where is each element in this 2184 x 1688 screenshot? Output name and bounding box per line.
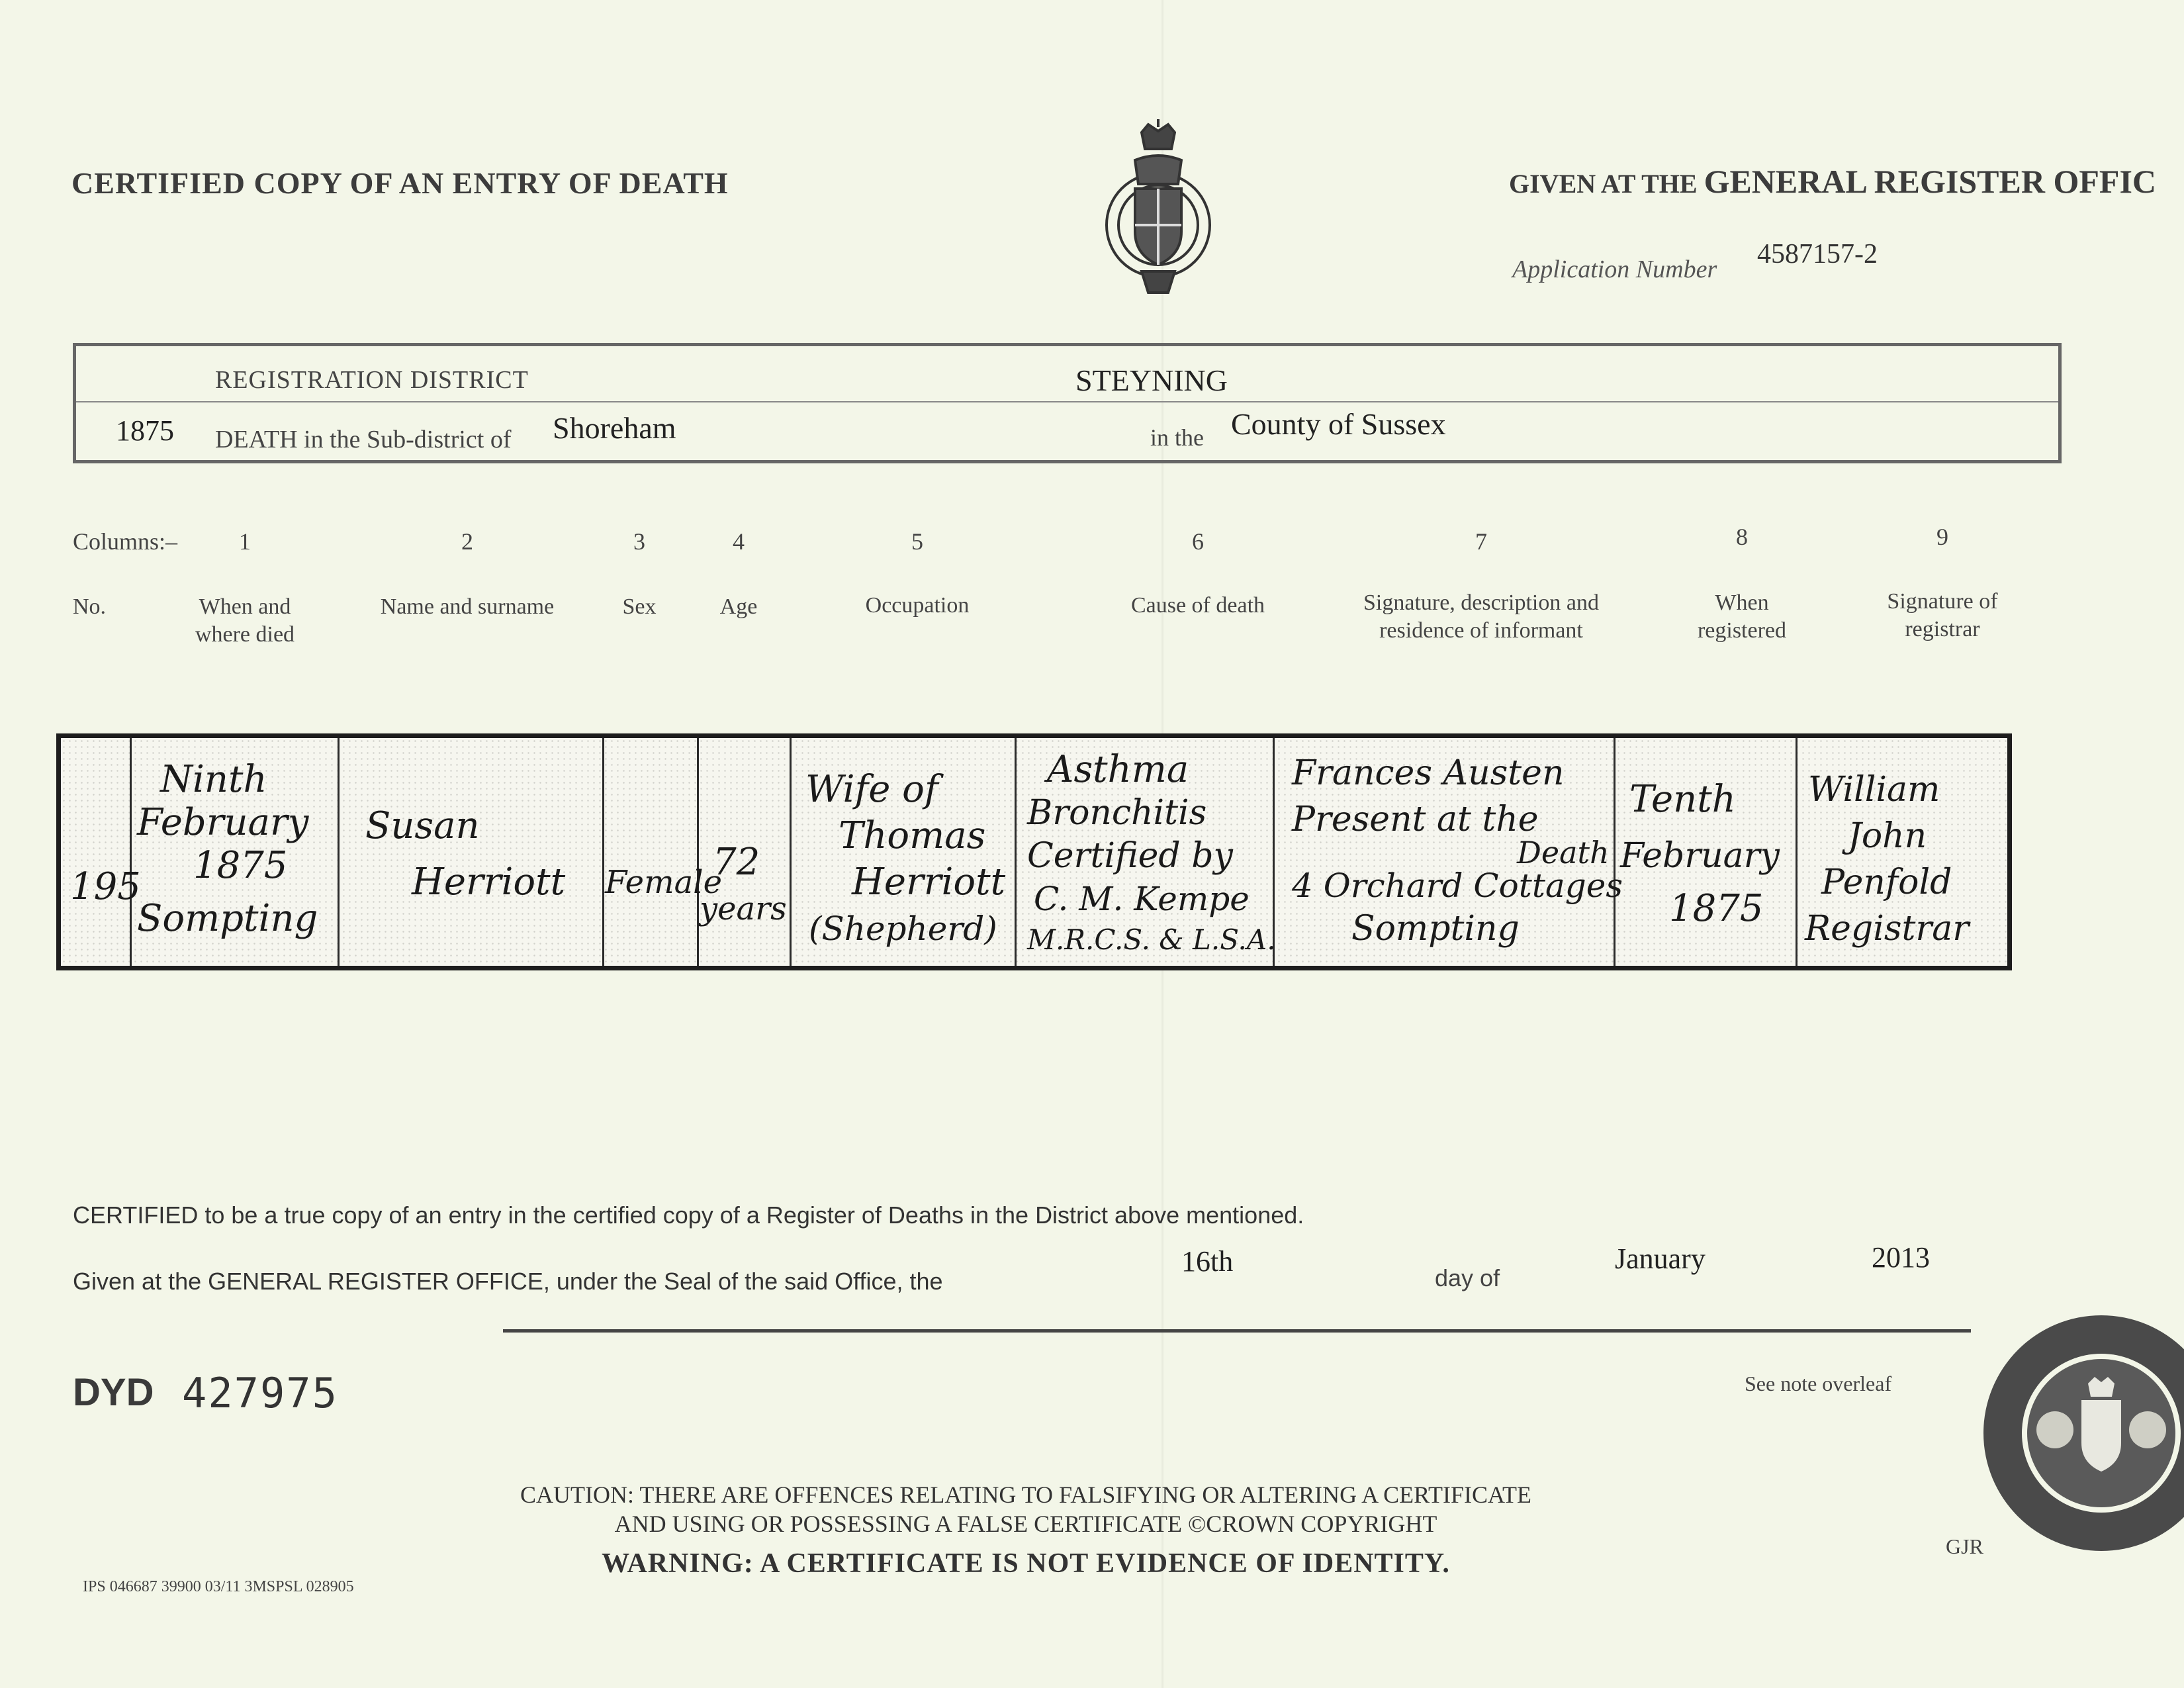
print-code: IPS 046687 39900 03/11 3MSPSL 028905 [83,1578,354,1595]
header-line: Signature, description and [1363,590,1599,615]
death-subdistrict-label: DEATH in the Sub-district of [215,426,512,453]
column-header-sex: Sex [622,594,657,619]
application-number: 4587157-2 [1757,239,1878,269]
column-header-registrar [1863,588,2022,643]
header-line: residence of informant [1379,618,1583,643]
signature-rule [503,1329,1971,1333]
entry-informant-line: Death [1517,835,1610,870]
header-line: registrar [1905,617,1980,641]
entry-when-line: Ninth [160,758,267,801]
day-of-label: day of [1435,1264,1500,1291]
entry-age-line: years [700,890,787,927]
entry-cause-line: M.R.C.S. & L.S.A. [1027,923,1276,956]
entry-cause-line: C. M. Kempe [1034,880,1250,918]
entry-name-line: Susan [365,804,480,847]
column-number: 6 [1192,528,1204,555]
entry-registered-line: Tenth [1629,778,1736,821]
given-at-heading [1509,162,2156,201]
entry-occupation-line: (Shepherd) [809,910,997,948]
entry-when-line: Sompting [137,897,318,940]
entry-when-line: 1875 [193,844,288,887]
entry-column-divider [130,738,132,966]
entry-informant-line: Frances Austen [1292,753,1565,793]
entry-cause-line: Bronchitis [1027,793,1207,833]
given-prefix: GIVEN AT THE [1509,169,1698,199]
certificate-title: CERTIFIED COPY OF AN ENTRY OF DEATH [71,166,729,200]
application-number-label: Application Number [1512,256,1717,283]
register-entry-scan [56,733,2012,970]
entry-informant-line: Sompting [1351,909,1520,949]
column-header-occupation: Occupation [865,593,970,618]
columns-label: Columns:– [73,528,178,555]
column-header-cause: Cause of death [1130,593,1265,618]
subdistrict-name: Shoreham [553,411,676,445]
entry-column-divider [1796,738,1797,966]
entry-informant-line: 4 Orchard Cottages [1292,867,1623,905]
registration-district-label: REGISTRATION DISTRICT [215,366,529,394]
entry-registered-line: 1875 [1669,887,1764,930]
entry-occupation-line: Wife of [805,768,938,811]
entry-column-divider [697,738,699,966]
entry-number: 195 [70,865,141,908]
in-the-label: in the [1150,424,1204,451]
certification-statement: CERTIFIED to be a true copy of an entry in the certified copy of a Register of Deaths in the District above mentioned. [73,1201,1304,1229]
column-header-informant [1336,589,1627,645]
given-office: GENERAL REGISTER OFFIC [1704,163,2157,200]
header-line: registered [1697,618,1787,643]
given-under-seal-statement: Given at the GENERAL REGISTER OFFICE, under the Seal of the said Office, the [73,1268,943,1295]
registration-divider [76,401,2058,402]
entry-sex: Female [605,864,722,901]
entry-registered-line: February [1620,836,1780,876]
county-name: County of Sussex [1231,407,1446,441]
certification-year: 2013 [1872,1241,1930,1274]
entry-column-divider [790,738,792,966]
certification-day: 16th [1181,1245,1234,1278]
serial-prefix: DYD [73,1371,154,1414]
certification-month: January [1615,1243,1706,1275]
entry-cause-line: Asthma [1047,748,1189,791]
column-header-name: Name and surname [380,594,555,619]
entry-age-line: 72 [713,841,760,884]
entry-informant-line: Present at the [1292,800,1539,839]
caution-notice [486,1480,1565,1538]
column-number: 4 [733,528,745,555]
entry-when-line: February [137,801,309,844]
header-line: where died [195,622,295,647]
column-number: 1 [239,528,251,555]
column-header-when-where [165,593,324,649]
column-header-age: Age [719,594,758,619]
entry-occupation-line: Thomas [839,814,986,857]
entry-occupation-line: Herriott [852,861,1006,904]
entry-column-divider [338,738,340,966]
column-number: 7 [1475,528,1487,555]
column-header-no: No. [73,594,107,619]
serial-number: 427975 [182,1369,338,1417]
header-line: When [1715,590,1769,615]
royal-coat-of-arms-icon [1095,119,1221,311]
entry-registrar-line: Registrar [1805,909,1970,949]
column-number: 2 [461,528,473,555]
entry-column-divider [1614,738,1615,966]
column-number: 9 [1936,524,1948,550]
entry-column-divider [602,738,604,966]
entry-cause-line: Certified by [1027,836,1233,876]
header-line: Signature of [1887,589,1998,614]
entry-name-line: Herriott [412,861,566,904]
see-note-overleaf: See note overleaf [1745,1372,1892,1395]
general-register-office-seal-icon [1982,1314,2184,1552]
column-number: 3 [633,528,645,555]
registrar-initials: GJR [1946,1534,1983,1558]
column-number: 8 [1736,524,1748,550]
entry-registrar-line: William [1808,770,1940,810]
registration-year: 1875 [116,414,174,447]
caution-line: CAUTION: THERE ARE OFFENCES RELATING TO FALSIFYING OR ALTERING A CERTIFICATE [520,1481,1531,1508]
entry-registrar-line: Penfold [1821,863,1952,902]
registration-district-name: STEYNING [1075,363,1228,397]
header-line: When and [199,594,291,619]
entry-registrar-line: John [1848,816,1927,856]
column-number: 5 [911,528,923,555]
identity-warning: WARNING: A CERTIFICATE IS NOT EVIDENCE OF IDENTITY. [602,1548,1450,1579]
caution-line: AND USING OR POSSESSING A FALSE CERTIFICATE ©CROWN COPYRIGHT [614,1511,1437,1537]
column-header-registered [1672,589,1811,645]
entry-column-divider [1015,738,1017,966]
